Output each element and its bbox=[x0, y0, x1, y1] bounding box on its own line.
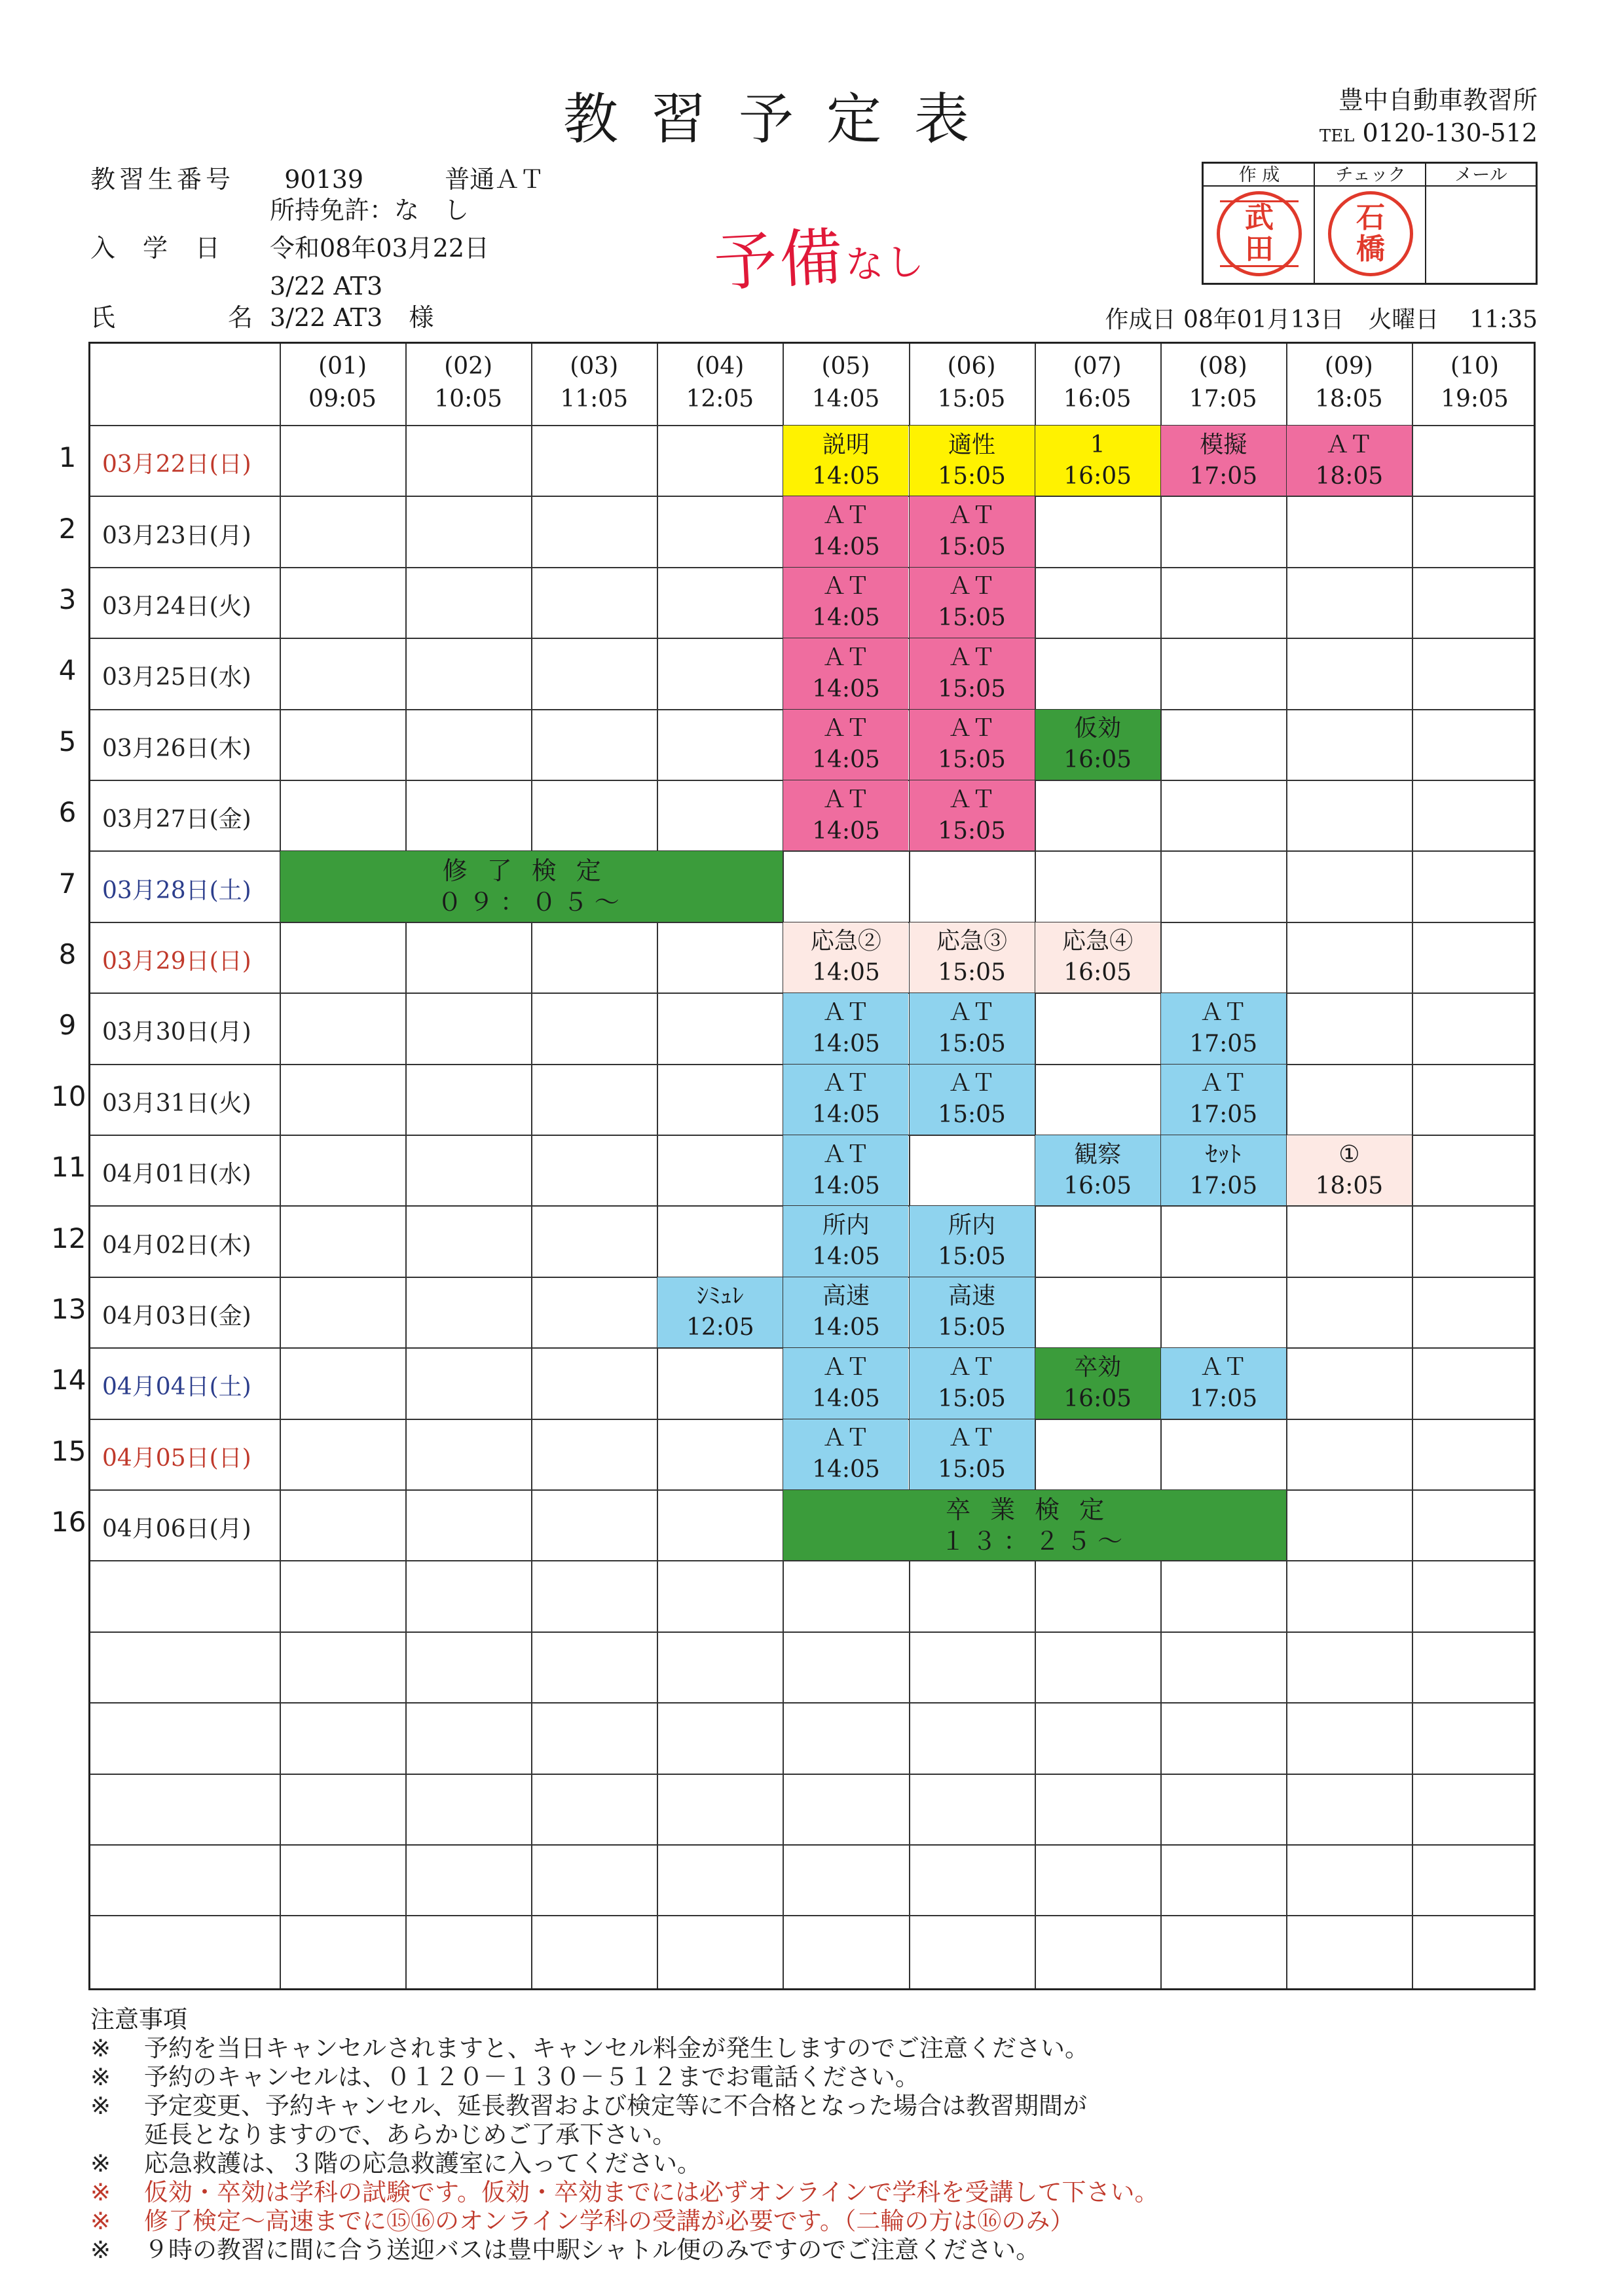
lesson-time: 15:05 bbox=[938, 746, 1006, 774]
lesson-cell[interactable] bbox=[783, 922, 908, 993]
column-divider bbox=[531, 344, 532, 1988]
lesson-label: ＡＴ bbox=[948, 1070, 996, 1097]
note-mark: ※ bbox=[90, 2178, 111, 2206]
notes-heading: 注意事項 bbox=[90, 2005, 187, 2033]
lesson-time: 15:05 bbox=[938, 1456, 1006, 1484]
day-date: 03月24日(火) bbox=[102, 593, 251, 620]
exam-block[interactable] bbox=[783, 1490, 1285, 1560]
lesson-cell[interactable] bbox=[783, 496, 908, 566]
lesson-cell[interactable] bbox=[910, 780, 1035, 850]
lesson-cell[interactable] bbox=[1035, 426, 1160, 496]
lesson-cell[interactable] bbox=[910, 568, 1035, 638]
day-date: 04月02日(木) bbox=[102, 1231, 251, 1259]
notes-section bbox=[90, 2005, 1159, 2265]
note-item bbox=[90, 2034, 1159, 2063]
stamp-header-created: 作 成 bbox=[1204, 164, 1315, 187]
period-header bbox=[657, 344, 783, 425]
lesson-time: 17:05 bbox=[1189, 462, 1258, 490]
lesson-cell[interactable] bbox=[1161, 993, 1286, 1063]
lesson-time: 15:05 bbox=[938, 462, 1006, 490]
period-time: 14:05 bbox=[811, 386, 880, 412]
row-divider bbox=[90, 1702, 1534, 1704]
note-mark: ※ bbox=[90, 2207, 111, 2235]
row-number: 12 bbox=[51, 1222, 86, 1254]
lesson-label: ＡＴ bbox=[948, 502, 996, 530]
exam-label: 卒業検定 bbox=[946, 1495, 1124, 1524]
lesson-time: 15:05 bbox=[938, 817, 1006, 845]
lesson-label: ＡＴ bbox=[948, 1353, 996, 1381]
period-number: (04) bbox=[695, 353, 745, 380]
note-mark: ※ bbox=[90, 2092, 111, 2120]
lesson-time: 14:05 bbox=[812, 1101, 880, 1129]
lesson-time: 15:05 bbox=[938, 1101, 1006, 1129]
lesson-time: 14:05 bbox=[812, 817, 880, 845]
lesson-time: 18:05 bbox=[1315, 1172, 1384, 1199]
lesson-label: ＡＴ bbox=[948, 644, 996, 671]
period-header bbox=[280, 344, 405, 425]
lesson-label: ＡＴ bbox=[822, 1070, 870, 1097]
lesson-label: ＡＴ bbox=[1200, 998, 1247, 1026]
lesson-cell[interactable] bbox=[783, 993, 908, 1063]
period-number: (01) bbox=[318, 353, 367, 380]
day-date: 03月28日(土) bbox=[102, 877, 251, 904]
lesson-time: 14:05 bbox=[812, 1030, 880, 1057]
lesson-label: 1 bbox=[1090, 431, 1105, 458]
lesson-cell[interactable] bbox=[910, 1277, 1035, 1347]
day-date: 03月26日(木) bbox=[102, 735, 251, 762]
day-date: 04月03日(金) bbox=[102, 1303, 251, 1330]
row-number: 6 bbox=[58, 796, 77, 829]
lesson-cell[interactable] bbox=[657, 1277, 783, 1347]
column-divider bbox=[280, 344, 281, 1988]
note-mark: ※ bbox=[90, 2063, 111, 2091]
lesson-time: 16:05 bbox=[1063, 1172, 1132, 1199]
row-divider bbox=[90, 1560, 1534, 1561]
lesson-time: 16:05 bbox=[1063, 1385, 1132, 1412]
row-number: 3 bbox=[58, 583, 77, 615]
lesson-label: ＡＴ bbox=[822, 1425, 870, 1452]
period-time: 12:05 bbox=[686, 386, 754, 412]
name-label: 氏 名 bbox=[90, 303, 253, 332]
lesson-time: 14:05 bbox=[812, 604, 880, 632]
period-header bbox=[909, 344, 1035, 425]
row-divider bbox=[90, 1774, 1534, 1775]
period-number: (07) bbox=[1073, 353, 1122, 380]
exam-label: 修了検定 bbox=[442, 856, 621, 886]
period-header bbox=[1035, 344, 1160, 425]
lesson-label: ＡＴ bbox=[822, 786, 870, 813]
period-number: (10) bbox=[1450, 353, 1499, 380]
lesson-label: 応急② bbox=[810, 928, 881, 955]
lesson-time: 16:05 bbox=[1063, 462, 1132, 490]
day-date: 03月30日(月) bbox=[102, 1019, 251, 1046]
period-time: 11:05 bbox=[560, 386, 629, 412]
lesson-cell[interactable] bbox=[783, 1277, 908, 1347]
lesson-cell[interactable] bbox=[1161, 1135, 1286, 1205]
exam-time: １３：２５～ bbox=[940, 1526, 1130, 1556]
period-time: 10:05 bbox=[434, 386, 503, 412]
period-time: 16:05 bbox=[1063, 386, 1132, 412]
day-date: 03月31日(火) bbox=[102, 1089, 251, 1117]
lesson-time: 14:05 bbox=[812, 462, 880, 490]
page-title: 教習予定表 bbox=[563, 87, 1003, 151]
period-number: (03) bbox=[570, 353, 619, 380]
lesson-time: 14:05 bbox=[812, 1172, 880, 1199]
created-date: 08年01月13日 bbox=[1183, 306, 1344, 333]
tel-icon: TEL bbox=[1319, 126, 1355, 146]
lesson-label: ＡＴ bbox=[1325, 431, 1373, 458]
entry-label: 入 学 日 bbox=[90, 234, 221, 263]
period-number: (06) bbox=[947, 353, 996, 380]
entry-row bbox=[90, 236, 489, 261]
day-date: 03月29日(日) bbox=[102, 948, 251, 975]
student-number-row bbox=[90, 167, 544, 192]
column-divider bbox=[1412, 344, 1413, 1988]
lesson-time: 16:05 bbox=[1063, 959, 1132, 987]
lesson-label: ＡＴ bbox=[822, 644, 870, 671]
period-time: 19:05 bbox=[1441, 386, 1509, 412]
lesson-cell[interactable] bbox=[910, 1065, 1035, 1135]
lesson-cell[interactable] bbox=[783, 1206, 908, 1276]
day-date: 04月05日(日) bbox=[102, 1444, 251, 1472]
lesson-time: 14:05 bbox=[812, 534, 880, 561]
lesson-cell[interactable] bbox=[783, 1065, 908, 1135]
lesson-time: 14:05 bbox=[812, 959, 880, 987]
row-divider bbox=[90, 1844, 1534, 1846]
lesson-time: 15:05 bbox=[938, 604, 1006, 632]
lesson-label: ＡＴ bbox=[948, 998, 996, 1026]
day-date: 04月06日(月) bbox=[102, 1516, 251, 1543]
note-mark: ※ bbox=[90, 2149, 111, 2178]
lesson-label: ＡＴ bbox=[1200, 1353, 1247, 1381]
lesson-cell[interactable] bbox=[1161, 426, 1286, 496]
course: 普通ＡＴ bbox=[445, 165, 545, 194]
period-header bbox=[1160, 344, 1286, 425]
lesson-label: ＡＴ bbox=[822, 715, 870, 742]
row-number: 5 bbox=[58, 725, 77, 757]
lesson-cell[interactable] bbox=[910, 710, 1035, 780]
lesson-label: ＡＴ bbox=[948, 1425, 996, 1452]
license-value: な し bbox=[394, 196, 470, 225]
lesson-cell[interactable] bbox=[783, 568, 908, 638]
period-time: 15:05 bbox=[937, 386, 1006, 412]
created-info bbox=[1105, 301, 1538, 335]
approval-stamp-box bbox=[1202, 162, 1538, 285]
lesson-label: ＡＴ bbox=[1200, 1070, 1247, 1097]
lesson-cell[interactable] bbox=[910, 638, 1035, 708]
entry-date: 令和08年03月22日 bbox=[270, 234, 490, 263]
stamp-header-check: チェック bbox=[1315, 164, 1426, 187]
lesson-label: ＡＴ bbox=[948, 786, 996, 813]
lesson-time: 17:05 bbox=[1189, 1101, 1258, 1129]
lesson-time: 12:05 bbox=[686, 1314, 754, 1341]
day-date: 03月25日(水) bbox=[102, 664, 251, 691]
stamp-header-mail: メール bbox=[1426, 164, 1536, 187]
lesson-time: 17:05 bbox=[1189, 1385, 1258, 1412]
lesson-cell[interactable] bbox=[783, 710, 908, 780]
period-header bbox=[1412, 344, 1538, 425]
note-item bbox=[90, 2063, 1159, 2092]
row-number: 13 bbox=[51, 1293, 86, 1325]
note-item bbox=[90, 2207, 1159, 2236]
lesson-time: 17:05 bbox=[1189, 1030, 1258, 1057]
created-weekday: 火曜日 bbox=[1368, 306, 1439, 333]
lesson-label: 応急④ bbox=[1062, 928, 1134, 955]
lesson-cell[interactable] bbox=[1287, 1135, 1412, 1205]
lesson-time: 14:05 bbox=[812, 1314, 880, 1341]
note-text: 予定変更、予約キャンセル、延長教習および検定等に不合格となった場合は教習期間が bbox=[144, 2092, 1088, 2120]
lesson-time: 15:05 bbox=[938, 959, 1006, 987]
note-text: 修了検定～高速までに⑮⑯のオンライン学科の受講が必要です。（二輪の方は⑯のみ） bbox=[144, 2207, 1075, 2235]
lesson-label: ＡＴ bbox=[822, 502, 870, 530]
lesson-cell[interactable] bbox=[783, 426, 908, 496]
lesson-label: 所内 bbox=[948, 1212, 996, 1239]
row-number: 2 bbox=[58, 512, 77, 545]
lesson-cell[interactable] bbox=[1161, 1348, 1286, 1418]
note-item bbox=[90, 2149, 1159, 2178]
row-number: 7 bbox=[58, 867, 77, 900]
day-date: 03月22日(日) bbox=[102, 451, 251, 479]
note-mark: ※ bbox=[90, 2236, 111, 2264]
lesson-time: 14:05 bbox=[812, 1243, 880, 1271]
lesson-label: 高速 bbox=[948, 1283, 996, 1310]
handwritten-note: 予備なし bbox=[712, 220, 928, 301]
created-time: 11:35 bbox=[1469, 306, 1538, 333]
lesson-cell[interactable] bbox=[1287, 426, 1412, 496]
lesson-time: 15:05 bbox=[938, 675, 1006, 702]
period-number: (09) bbox=[1324, 353, 1373, 380]
lesson-cell[interactable] bbox=[1035, 1135, 1160, 1205]
lesson-label: 適性 bbox=[948, 431, 996, 458]
lesson-time: 15:05 bbox=[938, 1314, 1006, 1341]
lesson-label: 仮効 bbox=[1074, 715, 1122, 742]
row-divider bbox=[90, 1631, 1534, 1633]
period-number: (05) bbox=[821, 353, 870, 380]
lesson-label: ｼﾐｭﾚ bbox=[696, 1283, 744, 1310]
lesson-time: 14:05 bbox=[812, 675, 880, 702]
exam-time: ０９：０５～ bbox=[437, 888, 626, 917]
row-number: 15 bbox=[51, 1434, 86, 1467]
lesson-cell[interactable] bbox=[783, 1135, 908, 1205]
note-text: ９時の教習に間に合う送迎バスは豊中駅シャトル便のみですのでご注意ください。 bbox=[144, 2236, 1041, 2264]
note-text: 仮効・卒効は学科の試験です。仮効・卒効までには必ずオンラインで学科を受講して下さい。 bbox=[144, 2178, 1159, 2206]
license-row bbox=[270, 198, 469, 223]
note-continuation: 延長となりますので、あらかじめご了承下さい。 bbox=[144, 2121, 677, 2149]
lesson-cell[interactable] bbox=[1035, 710, 1160, 780]
exam-block[interactable] bbox=[280, 851, 783, 921]
period-number: (08) bbox=[1198, 353, 1247, 380]
lesson-time: 17:05 bbox=[1189, 1172, 1258, 1199]
note-item bbox=[90, 2092, 1159, 2121]
lesson-time: 16:05 bbox=[1063, 746, 1132, 774]
day-date: 04月01日(水) bbox=[102, 1161, 251, 1188]
day-date: 03月23日(月) bbox=[102, 522, 251, 549]
row-number: 16 bbox=[51, 1506, 86, 1539]
lesson-time: 14:05 bbox=[812, 1385, 880, 1412]
row-number: 14 bbox=[51, 1364, 86, 1396]
row-number: 1 bbox=[58, 441, 77, 474]
lesson-label: ｾｯﾄ bbox=[1206, 1140, 1242, 1168]
note-text: 予約を当日キャンセルされますと、キャンセル料金が発生しますのでご注意ください。 bbox=[144, 2034, 1089, 2062]
period-header bbox=[783, 344, 908, 425]
lesson-cell[interactable] bbox=[783, 638, 908, 708]
lesson-time: 14:05 bbox=[812, 746, 880, 774]
group-line: 3/22 AT3 bbox=[270, 272, 383, 301]
lesson-label: ＡＴ bbox=[948, 573, 996, 600]
school-tel: 0120-130-512 bbox=[1362, 118, 1538, 147]
row-number: 11 bbox=[51, 1151, 86, 1184]
student-name: 3/22 AT3 bbox=[270, 303, 383, 332]
lesson-label: 応急③ bbox=[936, 928, 1008, 955]
note-item bbox=[90, 2236, 1159, 2265]
created-label: 作成日 bbox=[1105, 306, 1176, 333]
honorific: 様 bbox=[409, 303, 434, 332]
note-text: 予約のキャンセルは、０１２０－１３０－５１２までお電話ください。 bbox=[144, 2063, 919, 2091]
note-mark: ※ bbox=[90, 2034, 111, 2062]
lesson-label: ① bbox=[1338, 1140, 1360, 1168]
lesson-cell[interactable] bbox=[910, 922, 1035, 993]
lesson-cell[interactable] bbox=[910, 496, 1035, 566]
seal-stamp-creator: 武 田 bbox=[1217, 191, 1302, 276]
lesson-label: 所内 bbox=[822, 1212, 870, 1239]
lesson-cell[interactable] bbox=[910, 1348, 1035, 1418]
lesson-cell[interactable] bbox=[1161, 1065, 1286, 1135]
period-time: 17:05 bbox=[1189, 386, 1257, 412]
lesson-label: ＡＴ bbox=[822, 1140, 870, 1168]
name-row bbox=[90, 305, 434, 330]
school-name: 豊中自動車教習所 bbox=[1338, 86, 1538, 115]
lesson-cell[interactable] bbox=[910, 993, 1035, 1063]
day-date: 04月04日(土) bbox=[102, 1374, 251, 1401]
lesson-label: 観察 bbox=[1074, 1140, 1122, 1168]
school-info bbox=[1320, 84, 1538, 153]
row-number: 10 bbox=[51, 1080, 86, 1112]
lesson-cell[interactable] bbox=[1035, 1348, 1160, 1418]
lesson-label: 卒効 bbox=[1074, 1353, 1122, 1381]
schedule-table bbox=[88, 342, 1536, 1990]
lesson-time: 15:05 bbox=[938, 534, 1006, 561]
note-text: 応急救護は、３階の応急救護室に入ってください。 bbox=[144, 2149, 701, 2178]
lesson-cell[interactable] bbox=[910, 426, 1035, 496]
note-item bbox=[90, 2178, 1159, 2207]
period-header bbox=[405, 344, 531, 425]
seal-stamp-checker: 石 橋 bbox=[1328, 191, 1413, 276]
license-label: 所持免許： bbox=[270, 196, 395, 225]
lesson-cell[interactable] bbox=[783, 1348, 908, 1418]
row-number: 9 bbox=[58, 1009, 77, 1042]
student-number: 90139 bbox=[284, 165, 364, 194]
period-time: 18:05 bbox=[1314, 386, 1383, 412]
lesson-time: 15:05 bbox=[938, 1243, 1006, 1271]
period-number: (02) bbox=[444, 353, 493, 380]
lesson-cell[interactable] bbox=[783, 780, 908, 850]
lesson-cell[interactable] bbox=[910, 1206, 1035, 1276]
lesson-time: 18:05 bbox=[1315, 462, 1384, 490]
row-number: 4 bbox=[58, 654, 77, 687]
lesson-label: ＡＴ bbox=[948, 715, 996, 742]
student-number-label: 教習生番号 bbox=[90, 165, 235, 194]
lesson-time: 15:05 bbox=[938, 1385, 1006, 1412]
lesson-cell[interactable] bbox=[783, 1419, 908, 1489]
lesson-label: 模擬 bbox=[1200, 431, 1247, 458]
row-number: 8 bbox=[58, 938, 77, 970]
lesson-label: ＡＴ bbox=[822, 1353, 870, 1381]
period-header bbox=[531, 344, 657, 425]
row-divider bbox=[90, 1915, 1534, 1916]
period-header bbox=[1286, 344, 1412, 425]
lesson-label: ＡＴ bbox=[822, 998, 870, 1026]
column-divider bbox=[405, 344, 407, 1988]
lesson-time: 15:05 bbox=[938, 1030, 1006, 1057]
lesson-time: 14:05 bbox=[812, 1456, 880, 1484]
column-divider bbox=[657, 344, 658, 1988]
lesson-cell[interactable] bbox=[910, 1419, 1035, 1489]
lesson-label: ＡＴ bbox=[822, 573, 870, 600]
lesson-label: 高速 bbox=[822, 1283, 870, 1310]
lesson-cell[interactable] bbox=[1035, 922, 1160, 993]
lesson-label: 説明 bbox=[822, 431, 870, 458]
period-time: 09:05 bbox=[308, 386, 377, 412]
day-date: 03月27日(金) bbox=[102, 806, 251, 833]
